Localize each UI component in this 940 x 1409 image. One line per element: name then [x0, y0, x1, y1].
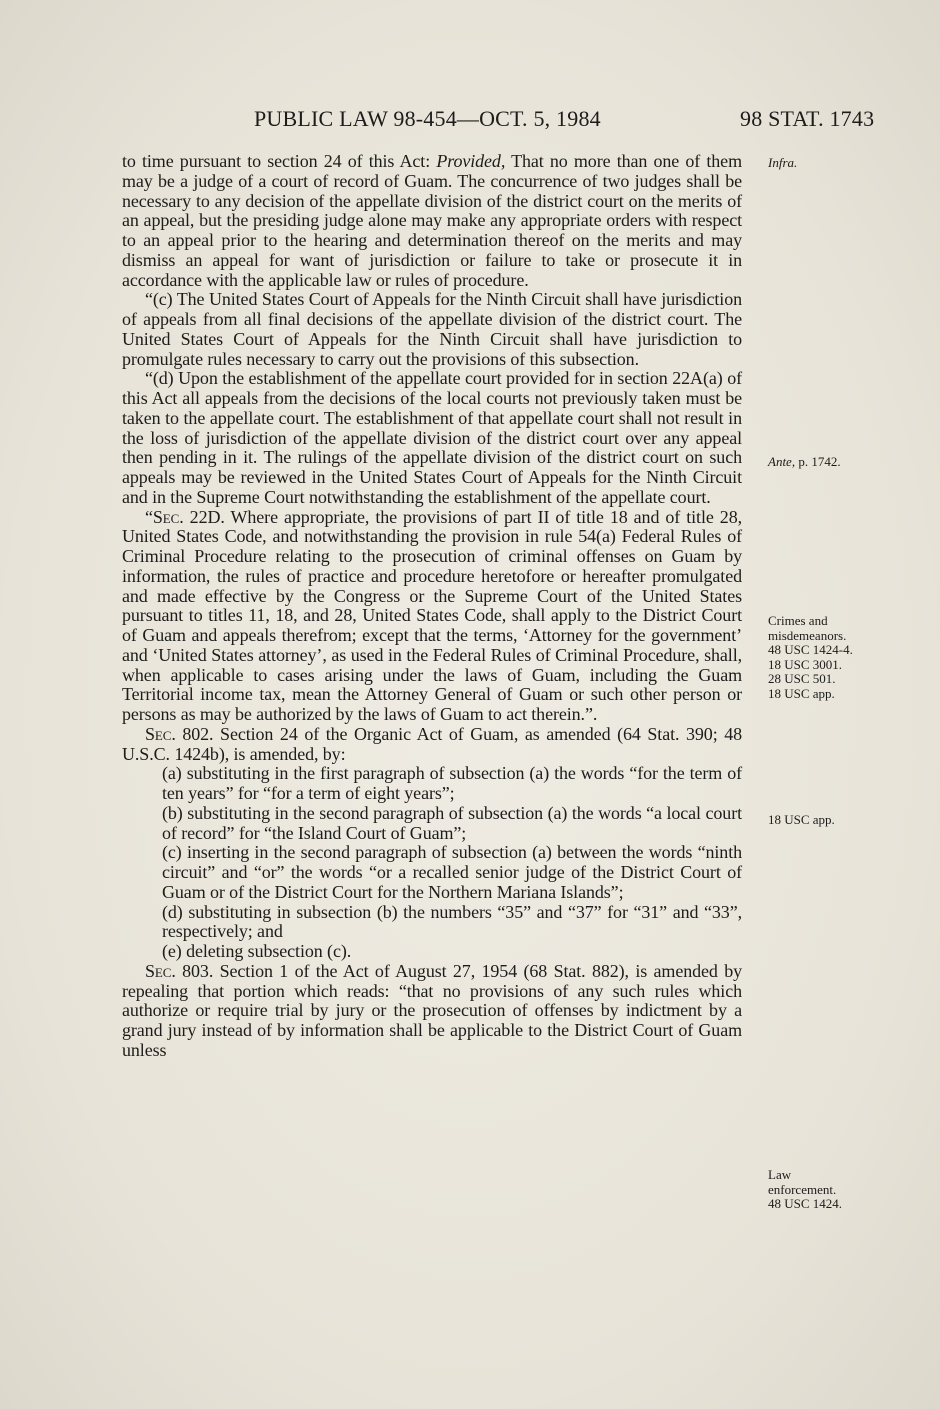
list-item: (b) substituting in the second paragraph of subsection (a) the words “a local court of record” for “the Island Court of Guam”; — [162, 802, 742, 843]
paragraph-subsection-d: “(d) Upon the establishment of the appellate court provided for in section 22A(a) of this Act all appeals from the decisions of the local courts not previously taken must be taken to the appellate court. The establishment of that appellate court shall not result in the loss of jurisdiction of the appellate division of the district court over any appeal then pending in it. The rulings of the appellate division of the district court on such appeals may be reviewed in the United States Court of Appeals for the Ninth Circuit and in the Supreme Court notwithstanding the establishment of the appellate court. — [122, 368, 742, 507]
paragraph-text: to time pursuant to section 24 of this Act: — [122, 151, 437, 171]
margin-note-line: 28 USC 501. — [768, 671, 836, 686]
proviso-italic: Provided, — [436, 151, 506, 171]
margin-note-line: Law — [768, 1167, 792, 1182]
margin-note-text: p. 1742. — [795, 454, 841, 469]
section-label: Sec. — [145, 723, 176, 744]
body-text — [122, 152, 742, 1061]
margin-note-line: 48 USC 1424-4. — [768, 642, 853, 657]
section-label: “Sec. — [145, 506, 184, 527]
margin-note-crimes — [768, 614, 933, 701]
stat-page-number: 98 STAT. 1743 — [740, 106, 875, 131]
margin-note-line: 18 USC app. — [768, 685, 835, 701]
list-item: (e) deleting subsection (c). — [162, 941, 352, 961]
margin-note-line: 48 USC 1424. — [768, 1196, 843, 1211]
margin-note-line: Crimes and — [768, 613, 828, 628]
margin-note-usc-app — [768, 813, 933, 828]
list-item: (a) substituting in the first paragraph of subsection (a) the words “for the term of ten years” for “for a term of eight years”; — [162, 763, 742, 803]
paragraph-sec-802 — [122, 725, 742, 765]
margin-note-line: misdemeanors. — [768, 627, 847, 643]
margin-note-infra — [768, 156, 933, 171]
paragraph-subsection-c: “(c) The United States Court of Appeals for the Ninth Circuit shall have jurisdiction of appeals from all final decisions of the appellate division of the district court. The United States Court of Appeals for the Ninth Circuit shall have jurisdiction to promulgate rules necessary to carry out the provisions of this subsection. — [122, 289, 742, 369]
paragraph-text: 803. Section 1 of the Act of August 27, 1954 (68 Stat. 882), is amended by repealing that portion which reads: “that no provisions of any such rules which authorize or require trial by jury or the prosecution of offenses by indictment by a grand jury instead of by information shall be applicable to the District Court of Guam unless — [122, 960, 742, 1060]
margin-note-ante — [768, 455, 933, 470]
margin-note-text: Ante, — [768, 454, 796, 469]
list-item: (c) inserting in the second paragraph of subsection (a) between the words “ninth circuit” and “or” the words “or a recalled senior judge of the District Court of Guam or of the District Court for the Northern Mariana Islands”; — [162, 842, 742, 902]
margin-note-line: 18 USC 3001. — [768, 656, 843, 672]
paragraph-text: That no more than one of them may be a judge of a court of record of Guam. The concurrence of two judges shall be necessary to any decision of the appellate division of the district court on the merits of an appeal, but the presiding judge alone may make any appropriate orders with respect to an appeal prior to the hearing and determination thereof on the merits and may dismiss an appeal for want of jurisdiction or failure to take or prosecute it in accordance with the applicable law or rules of procedure. — [122, 151, 742, 290]
paragraph-text: 802. Section 24 of the Organic Act of Guam, as amended (64 Stat. 390; 48 U.S.C. 1424b), is amended, by: — [122, 723, 742, 764]
margin-note-text: Infra. — [768, 155, 798, 170]
list-item: (d) substituting in subsection (b) the numbers “35” and “37” for “31” and “33”, respectively; and — [162, 901, 742, 942]
page-header — [0, 106, 940, 136]
paragraph-sec-803 — [122, 962, 742, 1061]
paragraph-text: 22D. Where appropriate, the provisions of part II of title 18 and of title 28, United States Code, and notwithstanding the provision in rule 54(a) Federal Rules of Criminal Procedure relating to the prosecution of criminal offenses on Guam by information, the rules of practice and procedure heretofore or hereafter promulgated and made effective by the Congress or the Supreme Court of the United States pursuant to titles 11, 18, and 28, United States Code, shall apply to the District Court of Guam and appeals therefrom; except that the terms, ‘Attorney for the government’ and ‘United States attorney’, as used in the Federal Rules of Criminal Procedure, shall, when applicable to cases arising under the laws of Guam, including the Guam Territorial income tax, mean the Attorney General of Guam or such other person or persons as may be authorized by the laws of Guam to act therein.”. — [122, 506, 742, 724]
running-title: PUBLIC LAW 98-454—OCT. 5, 1984 — [254, 106, 601, 131]
margin-note-law — [768, 1168, 933, 1212]
margin-note-line: enforcement. — [768, 1181, 837, 1197]
margin-note-line: 18 USC app. — [768, 812, 835, 827]
section-label: Sec. — [145, 960, 176, 981]
paragraph-continued — [122, 152, 742, 290]
paragraph-sec-22d — [122, 508, 742, 725]
